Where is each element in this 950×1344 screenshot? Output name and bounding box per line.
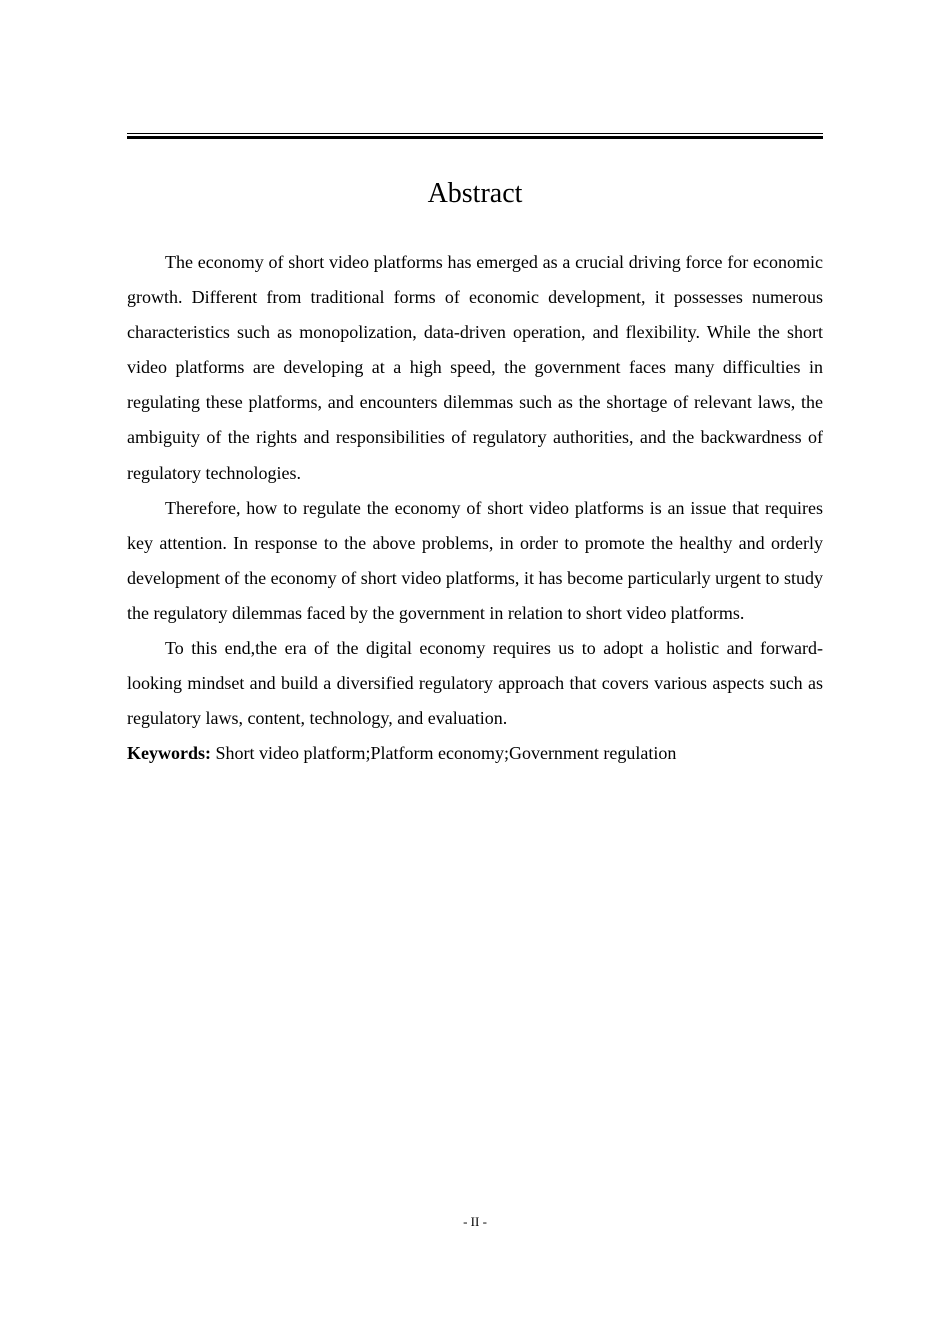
keywords-label: Keywords: <box>127 743 211 764</box>
abstract-body <box>127 245 823 771</box>
abstract-paragraph-1: The economy of short video platforms has emerged as a crucial driving force for economic growth. Different from traditional forms of economic development, it possesses numerous characteristics such as monopolization, data-driven operation, and flexibility. While the short video platforms are developing at a high speed, the government faces many difficulties in regulating these platforms, and encounters dilemmas such as the shortage of relevant laws, the ambiguity of the rights and responsibilities of regulatory authorities, and the backwardness of regulatory technologies. <box>127 252 823 483</box>
abstract-paragraph-2: Therefore, how to regulate the economy of short video platforms is an issue that requires key attention. In response to the above problems, in order to promote the healthy and orderly development of the economy of short video platforms, it has become particularly urgent to study the regulatory dilemmas faced by the government in relation to short video platforms. <box>127 497 823 623</box>
keywords-value: Short video platform;Platform economy;Government regulation <box>215 743 677 764</box>
keywords-line <box>127 736 823 771</box>
abstract-paragraph-3: To this end,the era of the digital economy requires us to adopt a holistic and forward-looking mindset and build a diversified regulatory approach that covers various aspects such as regulatory laws, content, technology, and evaluation. <box>127 638 823 729</box>
page-title: Abstract <box>427 178 523 209</box>
header-rule <box>127 133 823 134</box>
page-number: - II - <box>463 1214 487 1229</box>
